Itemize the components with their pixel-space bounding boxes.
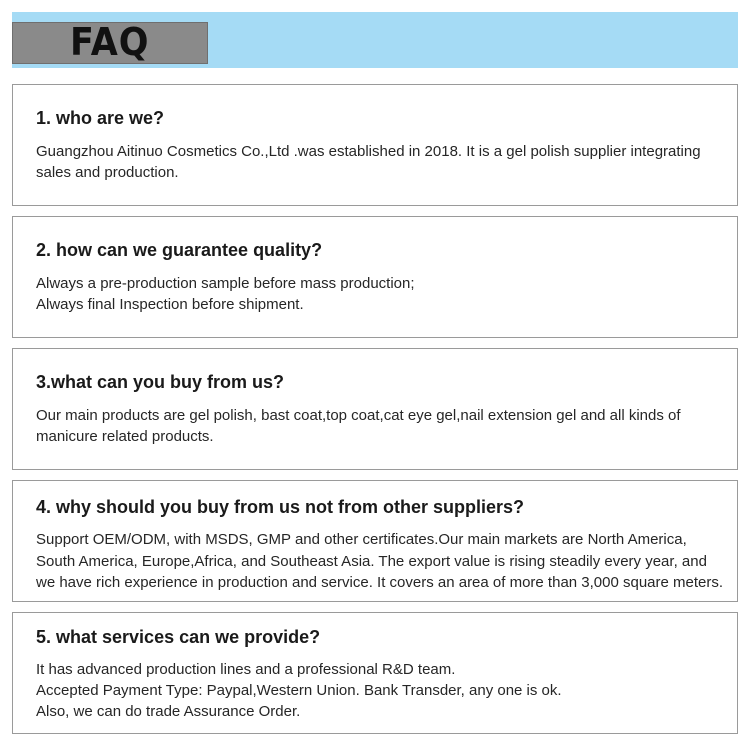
faq-answer-line: Guangzhou Aitinuo Cosmetics Co.,Ltd .was established in 2018. It is a gel polish supplier integrating [36, 143, 701, 160]
faq-question: 2. how can we guarantee quality? [36, 240, 323, 260]
faq-card-4 [12, 480, 738, 602]
faq-question: 4. why should you buy from us not from other suppliers? [36, 497, 525, 517]
faq-card-2 [12, 216, 738, 338]
faq-question: 1. who are we? [36, 108, 165, 128]
faq-question: 3.what can you buy from us? [36, 372, 285, 392]
faq-answer-line: Our main products are gel polish, bast coat,top coat,cat eye gel,nail extension gel and all kinds of [36, 407, 681, 424]
faq-answer-line: Support OEM/ODM, with MSDS, GMP and other certificates.Our main markets are North America, [36, 531, 687, 548]
faq-answer-line: Always a pre-production sample before mass production; [36, 275, 415, 292]
faq-answer-line: Also, we can do trade Assurance Order. [36, 703, 301, 720]
faq-answer-line: manicure related products. [36, 428, 214, 445]
faq-card-3 [12, 348, 738, 470]
faq-answer-line: South America, Europe,Africa, and Southeast Asia. The export value is rising steadily every year, and [36, 553, 707, 570]
faq-card-1 [12, 84, 738, 206]
page-title: FAQ [70, 20, 150, 64]
faq-card-5 [12, 612, 738, 734]
faq-answer-line: sales and production. [36, 164, 179, 181]
faq-answer-line: Always final Inspection before shipment. [36, 296, 304, 313]
faq-answer-line: Accepted Payment Type: Paypal,Western Union. Bank Transder, any one is ok. [36, 682, 562, 699]
faq-question: 5. what services can we provide? [36, 627, 321, 647]
faq-answer-line: we have rich experience in production and service. It covers an area of more than 3,000 square meters. [36, 574, 724, 591]
faq-answer-line: It has advanced production lines and a professional R&D team. [36, 661, 456, 678]
